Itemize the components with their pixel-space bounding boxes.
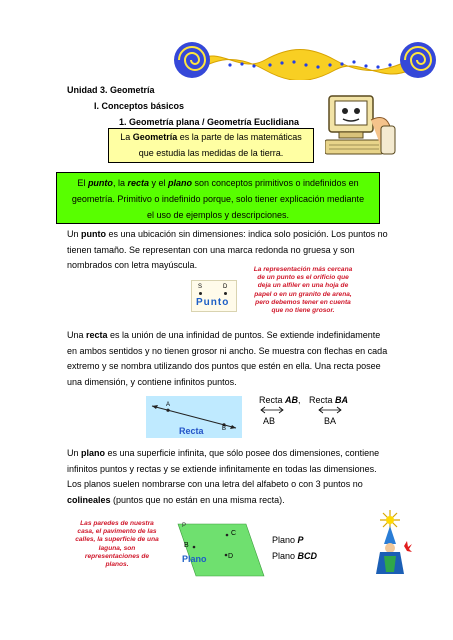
left-swirl-icon — [174, 42, 210, 78]
primitives-line-1: El punto, la recta y el plano son conceptos primitivos o indefinidos en — [77, 178, 359, 188]
recta-term: recta — [127, 178, 149, 188]
geometry-definition-box — [108, 128, 314, 163]
punto-note: La representación más cercana de un punto es el orificio que deja un alfiler en una hoja de papel o en un granito de arena, pero debemos tener en cuenta que no tiene grosor. — [253, 266, 353, 315]
computer-clipart — [325, 90, 400, 162]
punto-figure-label: Punto — [196, 297, 230, 308]
punto-figure — [191, 280, 237, 312]
geometry-term: Geometría — [132, 132, 178, 142]
double-arrow-ab-icon — [260, 406, 284, 414]
punto-term: punto — [87, 178, 113, 188]
punto-keyword: punto — [81, 229, 107, 239]
plano-figure-label: Plano — [182, 554, 207, 564]
symbol-ba: BA — [324, 416, 337, 426]
recta-ba-name: Recta BA — [309, 395, 349, 405]
plano-p-name: Plano P — [272, 535, 304, 545]
right-swirl-icon — [400, 42, 436, 78]
recta-ab-name: Recta AB, — [259, 395, 301, 405]
wizard-clipart — [370, 508, 412, 578]
wizard-icon — [370, 508, 412, 578]
plano-note: Las paredes de nuestra casa, el pavimento de las calles, la superficie de una laguna, son representaciones de planos. — [75, 520, 159, 569]
recta-paragraph: Una recta es la unión de una infinidad de puntos. Se extiende indefinidamente en ambos sentidos y no tienen grosor ni ancho. Se muestra con flechas en cada extremo y se nombra utilizando dos puntos que estén en ella. Una recta posee una dimensión, y contiene infinitos puntos. — [67, 330, 388, 387]
point-a-label: A — [166, 402, 171, 408]
unit-heading: Unidad 3. Geometría — [67, 85, 155, 95]
point-c-label: C — [231, 530, 237, 537]
plano-bcd-name: Plano BCD — [272, 551, 318, 561]
colineales-keyword: colineales — [67, 494, 111, 505]
symbol-ab: AB — [263, 416, 276, 426]
point-p-label: P — [182, 523, 187, 529]
point-b-label: B — [222, 426, 227, 432]
primitives-line-2: geometría. Primitivo o indefinido porque, solo tiener explicación mediante — [71, 194, 365, 204]
point-s-dot — [199, 292, 202, 295]
point-d-dot — [224, 292, 227, 295]
definition-line-1: La Geometría es la parte de las matemáticas — [120, 132, 302, 142]
decorative-banner — [170, 40, 440, 80]
subsection-heading: 1. Geometría plana / Geometría Euclidiana — [119, 117, 300, 127]
point-b-label-plane: B — [184, 542, 189, 549]
plano-figure — [176, 522, 266, 578]
primitives-line-3: el uso de ejemplos y descripciones. — [146, 210, 290, 220]
recta-figure — [146, 396, 242, 438]
point-d-label-plane: D — [228, 553, 234, 560]
wavy-banner-graphic — [170, 40, 440, 80]
plano-paragraph: Un plano es una superficie infinita, que sólo posee dos dimensiones, contiene infinitos puntos y rectas y se extiende infinitamente en todas las dimensiones. Los planos suelen nombrarse con una letra del alfabeto o con 3 puntos no colineales (puntos que no están en una misma recta). — [67, 448, 380, 505]
definition-line-2: que estudia las medidas de la tierra. — [138, 148, 284, 158]
plano-term: plano — [167, 178, 192, 188]
double-arrow-ba-icon — [318, 406, 342, 414]
point-d-label: D — [223, 284, 228, 290]
primitive-concepts-box — [56, 172, 380, 224]
recta-keyword: recta — [86, 330, 108, 340]
parallelogram-plane-graphic — [176, 522, 266, 578]
point-s-label: S — [198, 284, 203, 290]
section-heading: I. Conceptos básicos — [94, 101, 185, 111]
plano-keyword: plano — [81, 448, 106, 458]
punto-paragraph: Un punto es una ubicación sin dimensiones: indica solo posición. Los puntos no tienen tamaño. Se representan con una marca redonda no gruesa y son nombrados con letra mayúscula. — [67, 229, 388, 270]
computer-icon — [325, 90, 400, 162]
recta-figure-label: Recta — [179, 426, 204, 436]
